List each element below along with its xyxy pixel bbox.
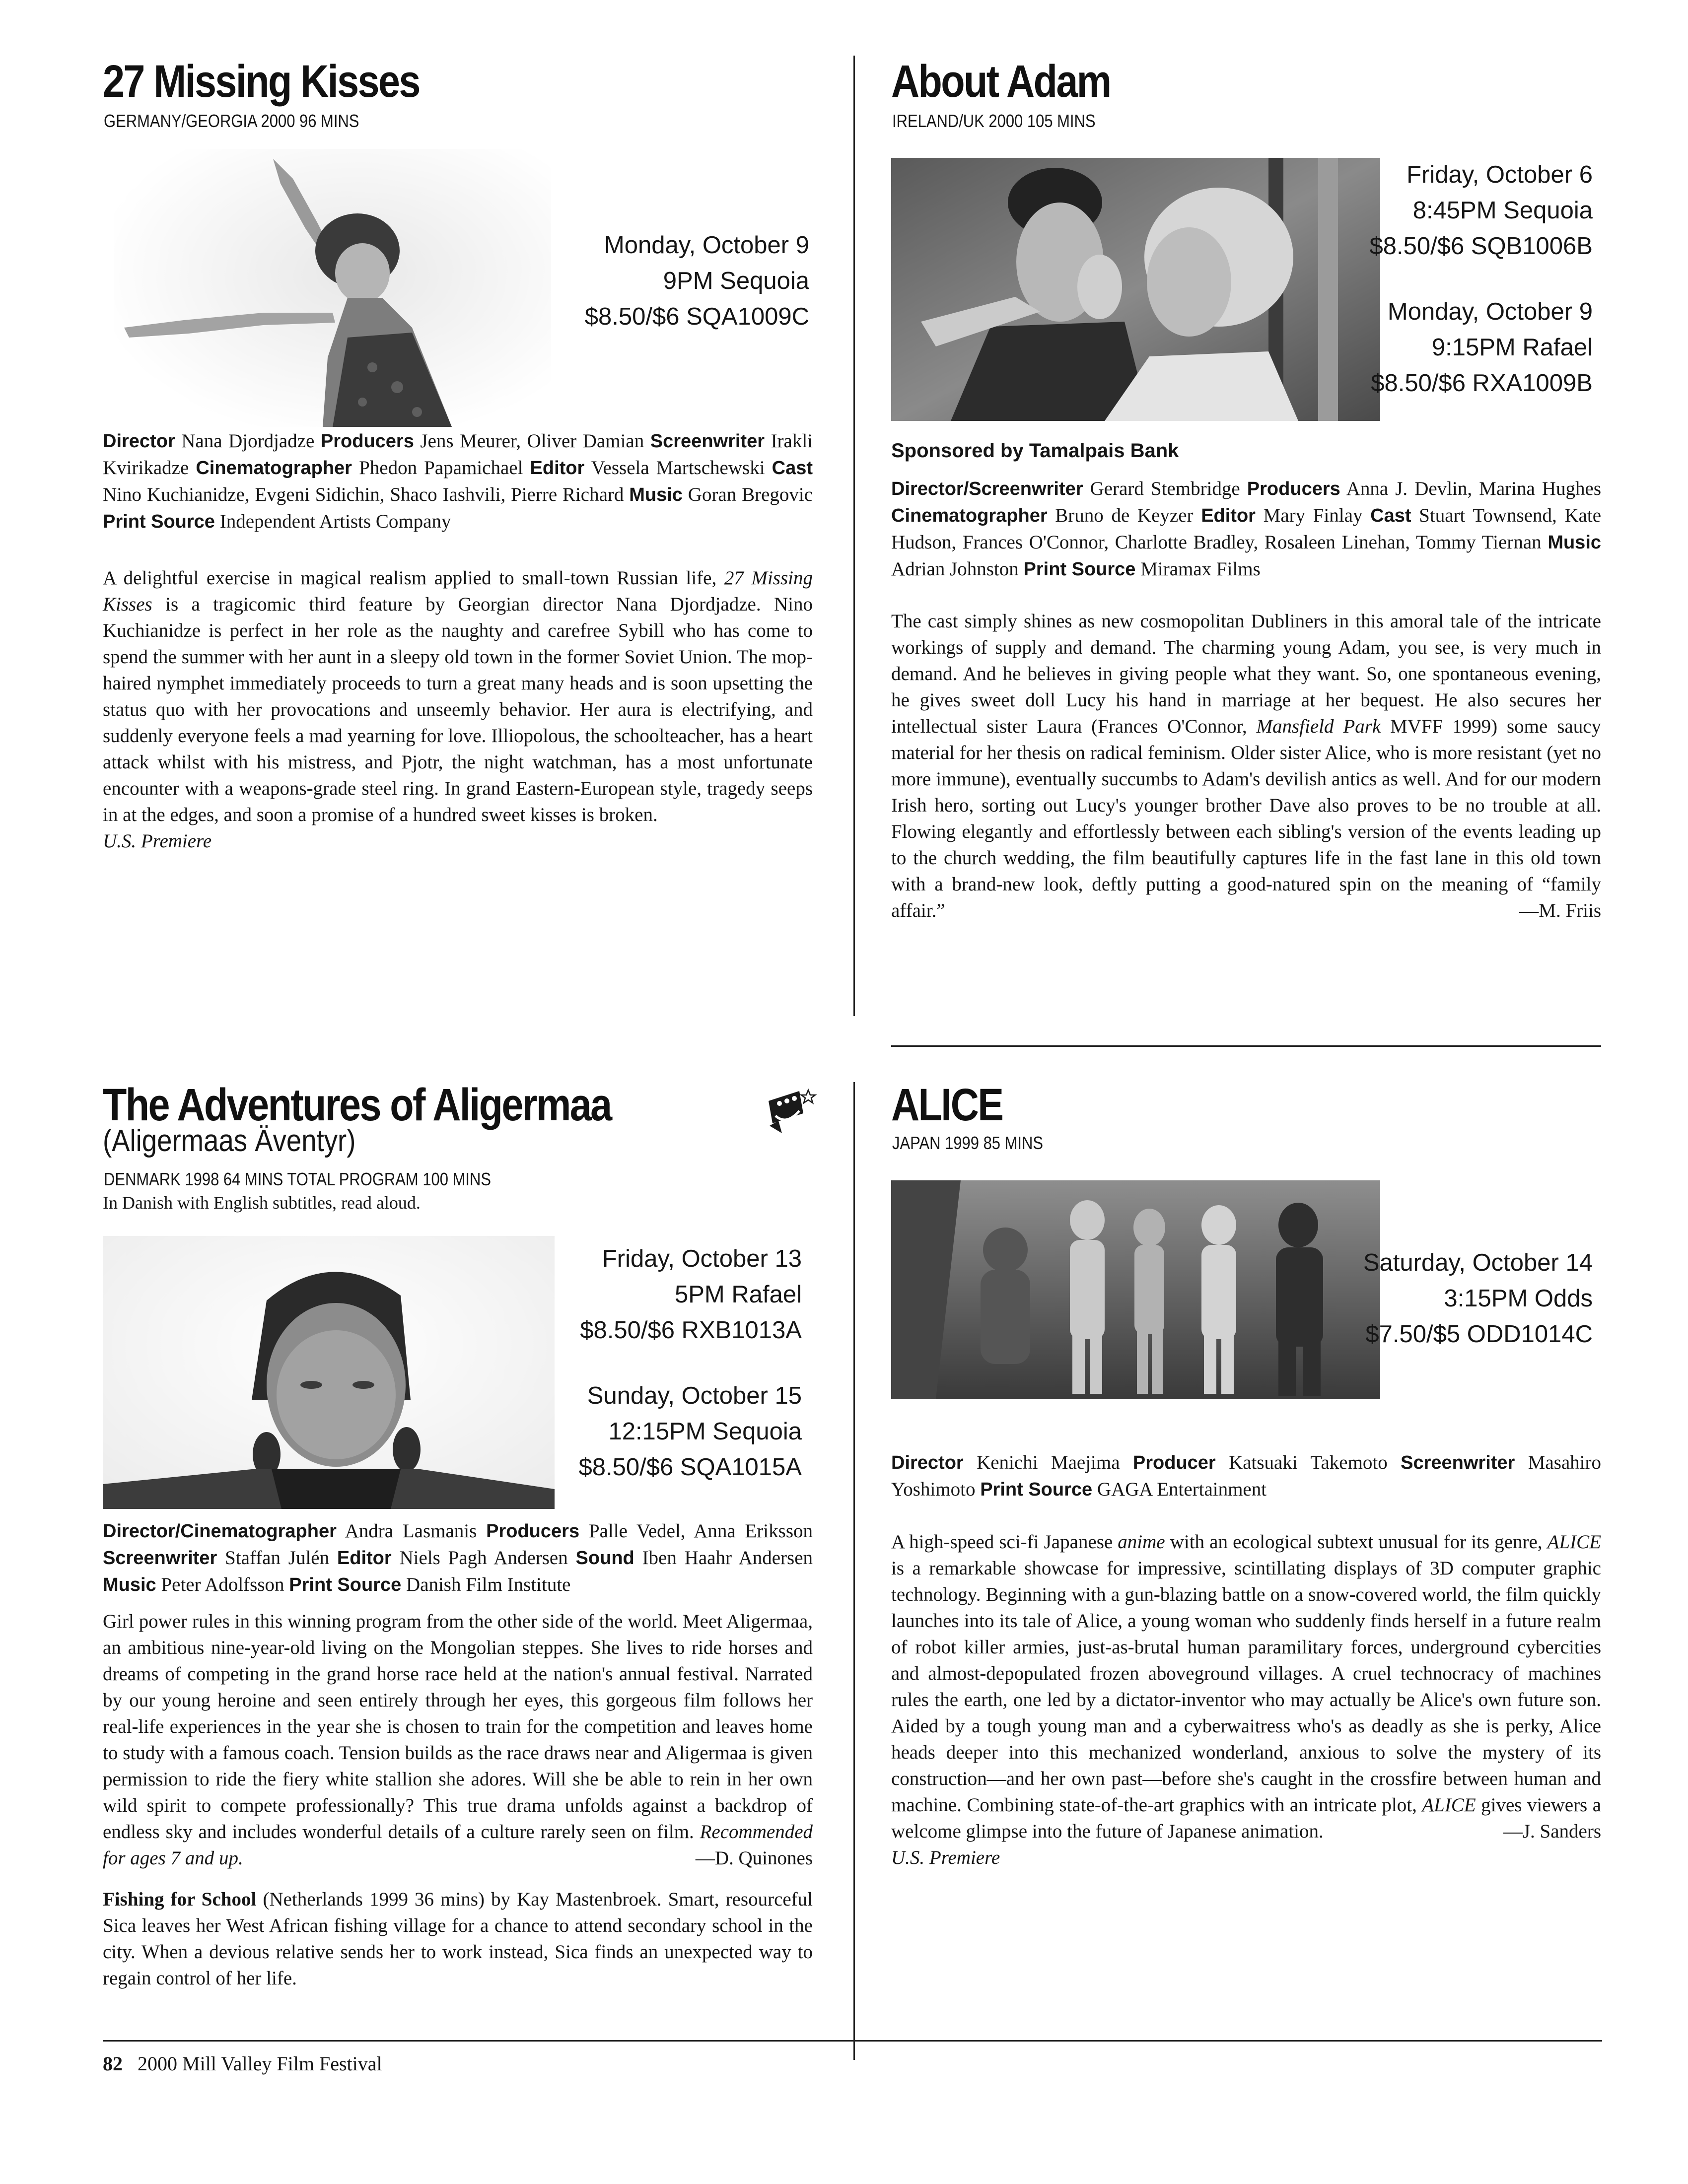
credit-names: Goran Bregovic [688,484,813,505]
credit-names: Niels Pagh Andersen [399,1547,568,1569]
credit-names: Nino Kuchianidze, Evgeni Sidichin, Shaco Iashvili, Pierre Richard [103,484,624,505]
credit-names: Danish Film Institute [406,1574,571,1595]
screening [578,1378,802,1485]
credit-role: Director/Screenwriter [891,478,1083,499]
credit-role: Producers [486,1521,580,1542]
screening-day: Sunday, October 15 [587,1382,802,1409]
synopsis-text: is a tragicomic third feature by Georgian director Nana Djordjadze. Nino Kuchianidze is perfect in her role as the naughty and carefree Sybill who has come to spend the summer with her aunt in a sleepy old town in the former Soviet Union. The mop-haired nymphet immediately proceeds to turn a great many heads and is soon upsetting the status quo with her provocations and unseemly behavior. Her aura is electrifying, and suddenly everyone feels a mad yearning for love. Illiopolous, the schoolteacher, has a heart attack whilst with his mistress, and Pjotr, the night watchman, has a most unfortunate encounter with a weapons-grade steel ring. In grand Eastern-European style, tragedy seeps in at the edges, and soon a promise of a hundred sweet kisses is broken. [103,594,813,825]
credit-names: Masahiro Yoshimoto [891,1452,1602,1500]
synopsis-film-title: Mansfield Park [1256,716,1381,737]
synopsis-text: Girl power rules in this winning program from the other side of the world. Meet Aligermaa, an ambitious nine-year-old living on the Mongolian steppes. She lives to ride horses and dreams of competing in the grand horse race held at the nation's annual festival. Narrated by our young heroine and seen entirely through her eyes, this gorgeous film follows her real-life experiences in the year she is chosen to train for the competition and leaves home to study with a famous coach. Tension builds as the race draws near and Aligermaa is given permission to ride the fiery white stallion she adores. Will she be able to rein in her own wild spirit to compete professionally? This true drama unfolds against a backdrop of endless sky and includes wonderful details of a culture rarely seen on film. [103,1611,813,1843]
credit-names: Independent Artists Company [219,511,451,532]
family-program-icon [765,1086,819,1136]
credit-role: Sound [575,1548,634,1569]
screening-price-code: $8.50/$6 RXB1013A [580,1317,802,1344]
screening-price-code: $8.50/$6 RXA1009B [1371,370,1593,397]
film-meta: JAPAN 1999 85 MINS [892,1133,1044,1153]
credit-role: Director [891,1452,964,1473]
synopsis-text: gives viewers a welcome glimpse into the future of Japanese animation. [891,1794,1602,1842]
sponsor-line: Sponsored by Tamalpais Bank [891,440,1179,462]
screening [585,227,809,335]
credit-names: Staffan Julén [225,1547,330,1569]
short-film-description [103,1886,813,1991]
screening-day: Friday, October 6 [1407,161,1593,188]
credit-role: Print Source [103,511,215,532]
credit-role: Producers [320,431,414,452]
screening-schedule [578,1241,802,1485]
screening-schedule [1363,1245,1593,1352]
screening-day: Saturday, October 14 [1363,1249,1593,1276]
credit-role: Screenwriter [1401,1452,1515,1473]
credit-names: Andra Lasmanis [345,1520,477,1542]
credit-role: Cast [772,458,813,478]
screening-schedule [1369,157,1593,401]
film-synopsis [891,1529,1601,1871]
reviewer-signature: —M. Friis [1519,900,1601,921]
premiere-label: U.S. Premiere [103,830,212,852]
credit-role: Producer [1132,1452,1216,1473]
credit-names: Mary Finlay [1263,505,1363,526]
credit-role: Screenwriter [650,431,765,452]
screening-schedule [585,227,809,335]
credit-names: Peter Adolfsson [161,1574,284,1595]
credit-names: Adrian Johnston [891,558,1019,580]
credit-names: Miramax Films [1140,558,1261,580]
film-meta: IRELAND/UK 2000 105 MINS [892,111,1096,131]
credit-names: Katsuaki Takemoto [1229,1452,1388,1473]
film-synopsis [103,1608,813,1871]
film-still-couple [891,158,1380,421]
film-credits [103,1518,813,1598]
synopsis-emphasis: anime [1118,1531,1165,1553]
film-credits [891,476,1601,583]
credit-names: Anna J. Devlin, Marina Hughes [1346,478,1602,499]
credit-names: Kenichi Maejima [977,1452,1120,1473]
screening-day: Monday, October 9 [604,232,809,259]
synopsis-text: A high-speed sci-fi Japanese [891,1531,1113,1553]
screening-time-venue: 12:15PM Sequoia [608,1418,802,1445]
synopsis-text: MVFF 1999) some saucy material for her thesis on radical feminism. Older sister Alice, who is more resistant (yet no more immune), eventually succumbs to Adam's devilish antics as well. And for our modern Irish hero, sorting out Lucy's younger brother Dave also proves to be no trouble at all. Flowing elegantly and effortlessly between each sibling's version of the events leading up to the church wedding, the film beautifully captures life in the fast lane in this old town with a brand-new look, deftly putting a good-natured spin on the meaning of “family affair.” [891,716,1601,921]
screening-price-code: $7.50/$5 ODD1014C [1365,1321,1593,1348]
reviewer-signature: —D. Quinones [695,1847,813,1869]
screening-price-code: $8.50/$6 SQA1009C [584,303,809,330]
screening-price-code: $8.50/$6 SQA1015A [578,1454,802,1481]
film-still-dancer [114,149,551,427]
credit-names: Gerard Stembridge [1090,478,1240,499]
film-still-girl [103,1236,555,1509]
footer-rule [103,2040,1602,2042]
credit-names: Bruno de Keyzer [1055,505,1194,526]
short-film-text: (Netherlands 1999 36 mins) by Kay Mastenbroek. Smart, resourceful Sica leaves her West African fishing village for a chance to attend secondary school in the city. When a devious relative sends her to work instead, Sica finds an unexpected way to regain control of her life. [103,1889,813,1989]
screening-time-venue: 5PM Rafael [674,1281,802,1308]
credit-role: Director [103,431,175,452]
audience-recommendation: Recommended for ages 7 and up. [103,1821,813,1869]
credit-role: Print Source [289,1574,402,1595]
credit-role: Print Source [1023,559,1136,580]
section-divider [891,1045,1601,1047]
credit-role: Cinematographer [196,458,352,478]
credit-names: Palle Vedel, Anna Eriksson [588,1520,813,1542]
language-note: In Danish with English subtitles, read aloud. [103,1193,421,1213]
credit-names: Nana Djordjadze [181,430,315,452]
screening-time-venue: 9PM Sequoia [663,268,809,294]
screening [1369,294,1593,401]
short-film-title: Fishing for School [103,1889,257,1910]
film-title: About Adam [891,56,1111,107]
publication-name: 2000 Mill Valley Film Festival [138,2052,382,2075]
screening-price-code: $8.50/$6 SQB1006B [1369,233,1593,260]
synopsis-film-title: 27 Missing Kisses [103,567,813,615]
synopsis-film-title: ALICE [1547,1531,1601,1553]
page-footer [103,2054,382,2074]
film-synopsis [891,608,1601,924]
credit-role: Editor [530,458,585,478]
credit-role: Producers [1247,478,1340,499]
film-title: ALICE [891,1080,1003,1130]
credit-role: Print Source [980,1479,1093,1500]
page-number: 82 [103,2052,123,2075]
credit-role: Cinematographer [891,505,1048,526]
film-meta: GERMANY/GEORGIA 2000 96 MINS [104,111,359,131]
synopsis-text: A delightful exercise in magical realism applied to small-town Russian life, [103,567,717,589]
credit-names: Jens Meurer, Oliver Damian [420,430,644,452]
credit-role: Editor [337,1548,392,1569]
column-divider [853,1082,855,2060]
film-credits [103,428,813,535]
credit-role: Music [103,1574,156,1595]
credit-names: Vessela Martschewski [591,457,765,478]
screening-time-venue: 3:15PM Odds [1444,1285,1593,1312]
film-still-animation [891,1180,1380,1399]
screening-time-venue: 8:45PM Sequoia [1412,197,1593,224]
synopsis-text: The cast simply shines as new cosmopolitan Dubliners in this amoral tale of the intricate workings of supply and demand. The charming young Adam, you see, is very much in demand. And he believes in giving people what they want. So, one spontaneous evening, he gives sweet doll Lucy his hand in marriage at her bequest. He also secures her intellectual sister Laura (Frances O'Connor, [891,611,1601,737]
film-title: The Adventures of Aligermaa [103,1080,611,1130]
screening-day: Monday, October 9 [1387,298,1593,325]
screening [1363,1245,1593,1352]
credit-names: Stuart Townsend, Kate Hudson, Frances O'Connor, Charlotte Bradley, Rosaleen Linehan, Tommy Tiernan [891,505,1602,553]
film-title: 27 Missing Kisses [103,56,420,107]
credit-names: Irakli Kvirikadze [103,430,813,478]
film-credits [891,1449,1601,1503]
credit-names: Phedon Papamichael [359,457,523,478]
screening-time-venue: 9:15PM Rafael [1431,334,1593,361]
premiere-label: U.S. Premiere [891,1847,1000,1868]
screening [578,1241,802,1348]
film-original-title: (Aligermaas Äventyr) [103,1124,356,1158]
credit-role: Cast [1370,505,1411,526]
column-divider [853,56,855,1016]
synopsis-film-title: ALICE [1422,1794,1476,1816]
screening-day: Friday, October 13 [602,1245,802,1272]
credit-role: Editor [1201,505,1256,526]
credit-role: Music [629,484,683,505]
credit-role: Screenwriter [103,1548,217,1569]
credit-names: GAGA Entertainment [1097,1479,1267,1500]
reviewer-signature: —J. Sanders [1503,1821,1601,1842]
credit-role: Director/Cinematographer [103,1521,337,1542]
film-meta: DENMARK 1998 64 MINS TOTAL PROGRAM 100 MINS [104,1169,491,1189]
credit-names: Iben Haahr Andersen [642,1547,813,1569]
synopsis-text: with an ecological subtext unusual for its genre, [1170,1531,1543,1553]
film-synopsis [103,565,813,854]
synopsis-text: is a remarkable showcase for impressive, scintillating displays of 3D computer graphic technology. Beginning with a gun-blazing battle on a snow-covered world, the film quickly launches into its tale of Alice, a young woman who suddenly finds herself in a future realm of robot killer armies, just-as-brutal human paramilitary forces, underground cybercities and almost-depopulated frozen aboveground villages. A cruel technocracy of machines rules the earth, one led by a dictator-inventor who may actually be Alice's own future son. Aided by a tough young man and a cyberwaitress who's as deadly as she is perky, Alice heads deeper into this mechanized wonderland, anxious to solve the mystery of its construction—and her own past—before she's caught in the crossfire between human and machine. Combining state-of-the-art graphics with an intricate plot, [891,1558,1601,1816]
credit-role: Music [1547,532,1602,553]
screening [1369,157,1593,264]
